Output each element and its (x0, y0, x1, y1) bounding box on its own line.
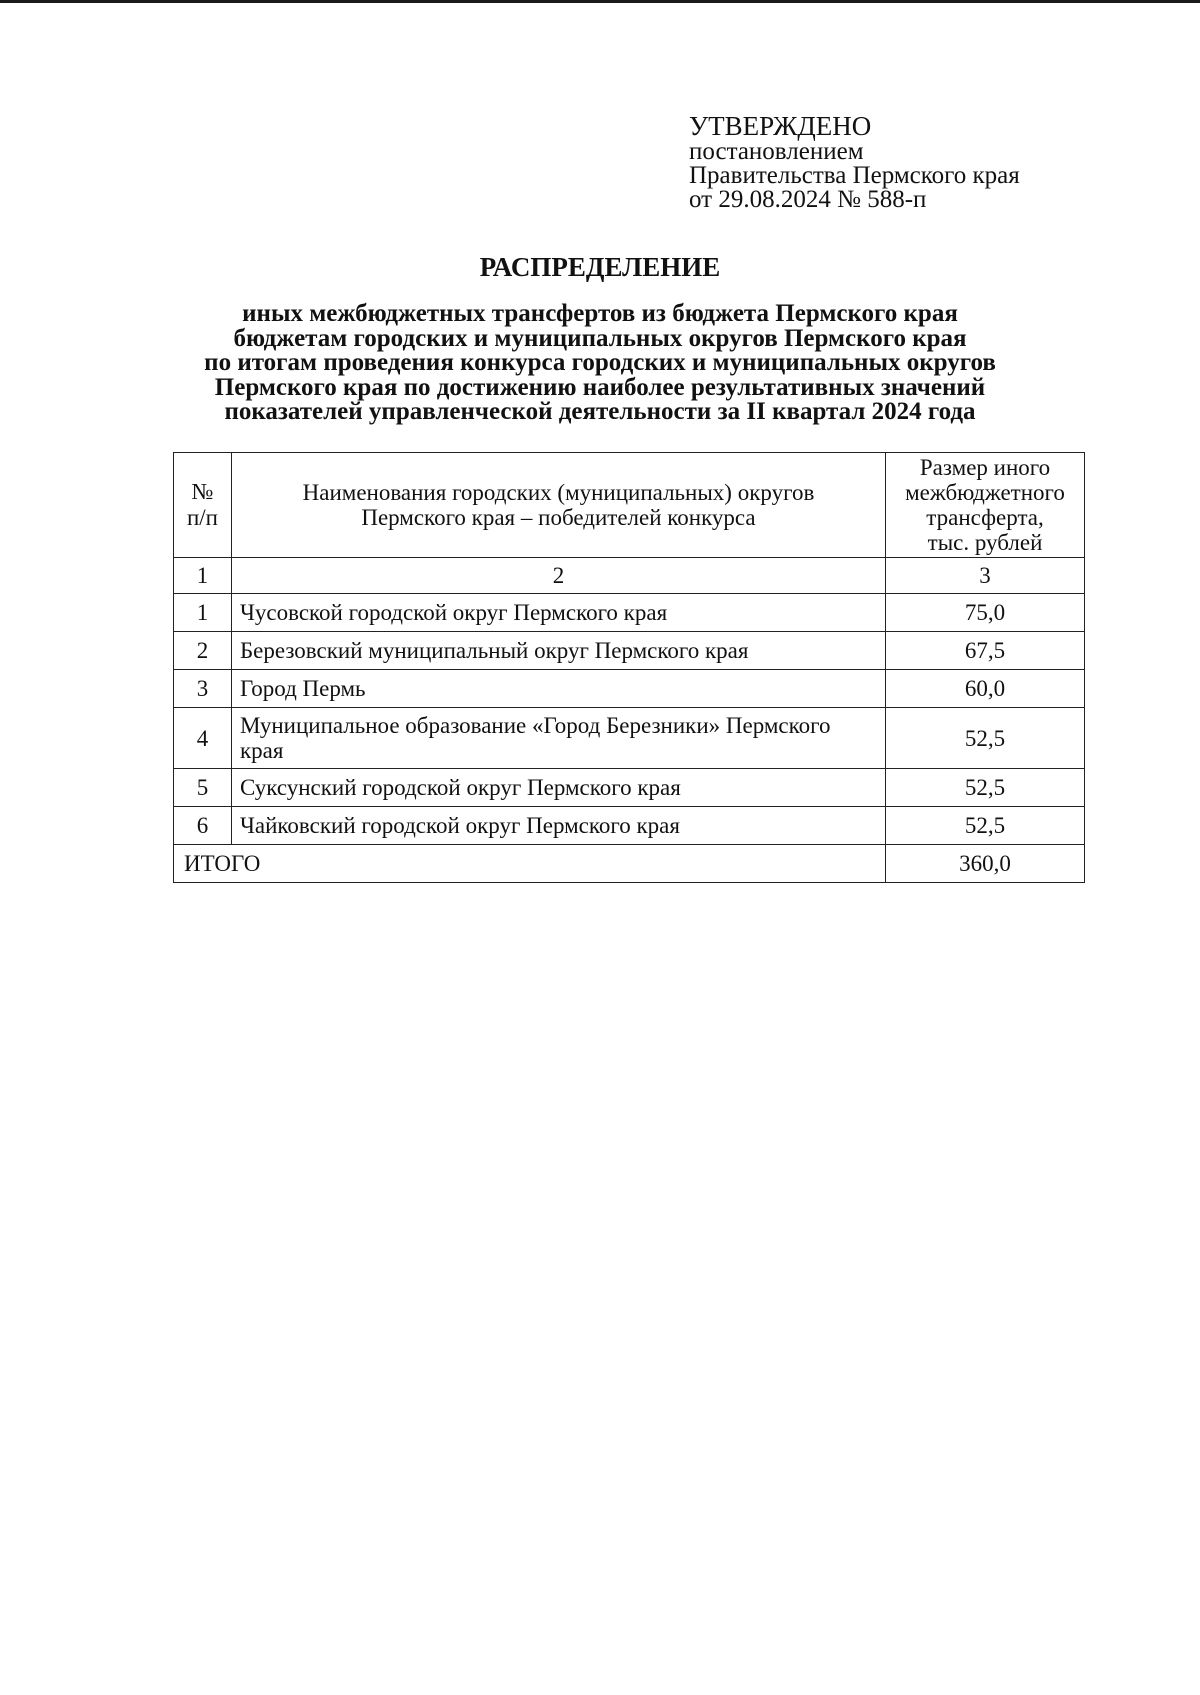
row-name: Муниципальное образование «Город Березники» Пермского края (231, 708, 885, 769)
header-amount-line: межбюджетного (905, 480, 1065, 505)
distribution-table (173, 452, 1085, 883)
row-number: 2 (174, 632, 232, 670)
row-amount: 52,5 (886, 807, 1085, 845)
approval-line-decree: постановлением (689, 138, 864, 165)
row-number: 3 (174, 670, 232, 708)
approval-stamp (689, 112, 1109, 212)
table-row (174, 632, 1085, 670)
column-index: 3 (886, 558, 1085, 594)
row-amount: 52,5 (886, 708, 1085, 769)
table-row (174, 807, 1085, 845)
title-subtitle (130, 302, 1070, 425)
total-amount: 360,0 (886, 845, 1085, 883)
row-amount: 75,0 (886, 594, 1085, 632)
table-header-row (174, 453, 1085, 558)
approval-heading: УТВЕРЖДЕНО (689, 111, 872, 141)
header-amount-line: трансферта, (926, 505, 1044, 530)
table-row (174, 594, 1085, 632)
approval-line-date: от 29.08.2024 № 588-п (689, 186, 927, 213)
header-amount (886, 453, 1085, 558)
scan-edge (0, 0, 1200, 3)
row-name: Суксунский городской округ Пермского края (231, 769, 885, 807)
row-amount: 60,0 (886, 670, 1085, 708)
header-name (231, 453, 885, 558)
row-name: Березовский муниципальный округ Пермского края (231, 632, 885, 670)
table-row (174, 769, 1085, 807)
table-row (174, 708, 1085, 769)
row-name: Город Пермь (231, 670, 885, 708)
total-label: ИТОГО (174, 845, 886, 883)
column-index: 1 (174, 558, 232, 594)
header-number-line: п/п (186, 505, 218, 530)
subtitle-line: иных межбюджетных трансфертов из бюджета Пермского края (242, 300, 958, 327)
table-row (174, 670, 1085, 708)
row-number: 4 (174, 708, 232, 769)
header-name-line: Наименования городских (муниципальных) округов (302, 480, 815, 505)
row-amount: 52,5 (886, 769, 1085, 807)
subtitle-line: Пермского края по достижению наиболее результативных значений (214, 373, 986, 401)
header-number (174, 453, 232, 558)
row-name: Чайковский городской округ Пермского края (231, 807, 885, 845)
header-amount-line: тыс. рублей (927, 530, 1043, 555)
column-index: 2 (231, 558, 885, 594)
approval-line-government: Правительства Пермского края (689, 162, 1020, 189)
row-number: 6 (174, 807, 232, 845)
subtitle-line: по итогам проведения конкурса городских и муниципальных округов (204, 349, 996, 376)
header-number-line: № (191, 479, 214, 504)
subtitle-line: бюджетам городских и муниципальных округов Пермского края (233, 324, 967, 352)
row-number: 5 (174, 769, 232, 807)
table-total-row (174, 845, 1085, 883)
subtitle-line: показателей управленческой деятельности за II квартал 2024 года (224, 398, 976, 425)
row-name: Чусовской городской округ Пермского края (231, 594, 885, 632)
header-amount-line: Размер иного (919, 455, 1051, 480)
title-main: РАСПРЕДЕЛЕНИЕ (479, 252, 721, 282)
row-amount: 67,5 (886, 632, 1085, 670)
document-title (130, 252, 1070, 425)
column-index-row (174, 558, 1085, 594)
header-name-line: Пермского края – победителей конкурса (361, 505, 756, 530)
row-number: 1 (174, 594, 232, 632)
